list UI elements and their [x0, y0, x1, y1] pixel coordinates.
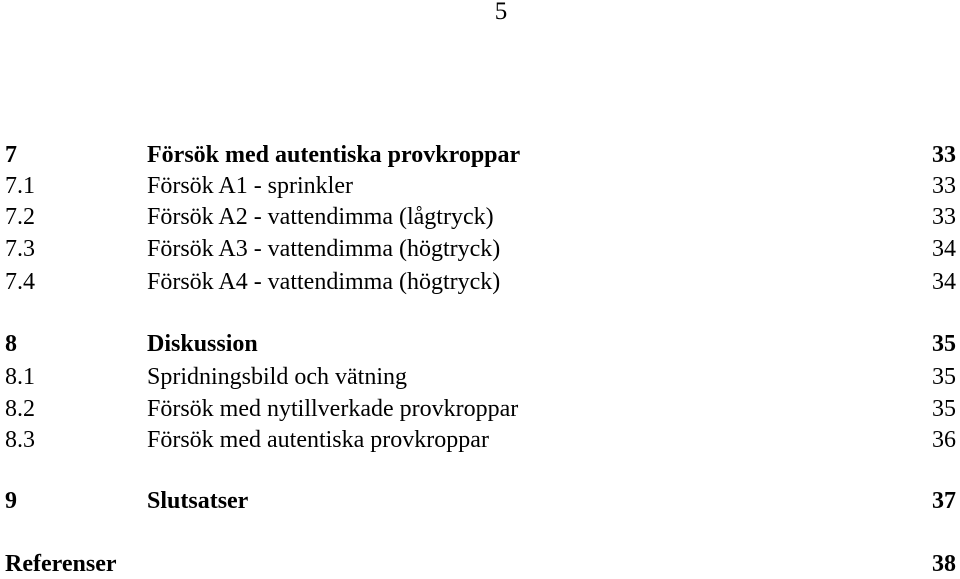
- toc-entry-8[interactable]: [0, 329, 960, 359]
- toc-entry-title: Försök A3 - vattendimma (högtryck): [147, 236, 501, 262]
- toc-entry-number: 8.3: [5, 427, 35, 453]
- toc-entry-number: 9: [5, 488, 17, 514]
- toc-entry-page: 35: [932, 364, 956, 390]
- toc-entry-number: 8.2: [5, 396, 35, 422]
- toc-entry-title: Spridningsbild och vätning: [147, 364, 407, 390]
- toc-entry-page: 34: [932, 269, 956, 295]
- toc-entry-page: 37: [932, 488, 956, 514]
- toc-entry-title: Försök med nytillverkade provkroppar: [147, 396, 519, 422]
- toc-entry-7[interactable]: [0, 140, 960, 170]
- toc-entry-number: 7.2: [5, 204, 35, 230]
- toc-entry-title: Slutsatser: [147, 488, 249, 514]
- toc-entry-number: 7.1: [5, 173, 35, 199]
- toc-entry-page: 33: [932, 173, 956, 199]
- toc-entry-page: 34: [932, 236, 956, 262]
- toc-entry-number: 8.1: [5, 364, 35, 390]
- toc-entry-number: 7.3: [5, 236, 35, 262]
- toc-entry-title: Referenser: [5, 551, 117, 577]
- toc-entry-title: Försök med autentiska provkroppar: [147, 427, 489, 453]
- toc-entry-referenser[interactable]: [0, 549, 960, 579]
- toc-entry-7-1[interactable]: [0, 171, 960, 201]
- toc-entry-8-1[interactable]: [0, 362, 960, 392]
- toc-entry-title: Försök A4 - vattendimma (högtryck): [147, 269, 501, 295]
- toc-entry-9[interactable]: [0, 486, 960, 516]
- toc-entry-page: 35: [932, 331, 956, 357]
- toc-entry-number: 7: [5, 142, 17, 168]
- toc-entry-page: 36: [932, 427, 956, 453]
- toc-entry-7-4[interactable]: [0, 267, 960, 297]
- toc-entry-7-3[interactable]: [0, 234, 960, 264]
- toc-entry-page: 33: [932, 204, 956, 230]
- toc-entry-page: 38: [932, 551, 956, 577]
- toc-entry-page: 35: [932, 396, 956, 422]
- toc-entry-title: Diskussion: [147, 331, 258, 357]
- toc-entry-page: 33: [932, 142, 956, 168]
- toc-entry-title: Försök med autentiska provkroppar: [147, 142, 521, 168]
- toc-entry-8-2[interactable]: [0, 394, 960, 424]
- toc-entry-number: 7.4: [5, 269, 35, 295]
- toc-entry-number: 8: [5, 331, 17, 357]
- toc-entry-title: Försök A1 - sprinkler: [147, 173, 353, 199]
- toc-entry-8-3[interactable]: [0, 425, 960, 455]
- toc-entry-7-2[interactable]: [0, 202, 960, 232]
- page-number: 5: [494, 0, 508, 25]
- toc-entry-title: Försök A2 - vattendimma (lågtryck): [147, 204, 494, 230]
